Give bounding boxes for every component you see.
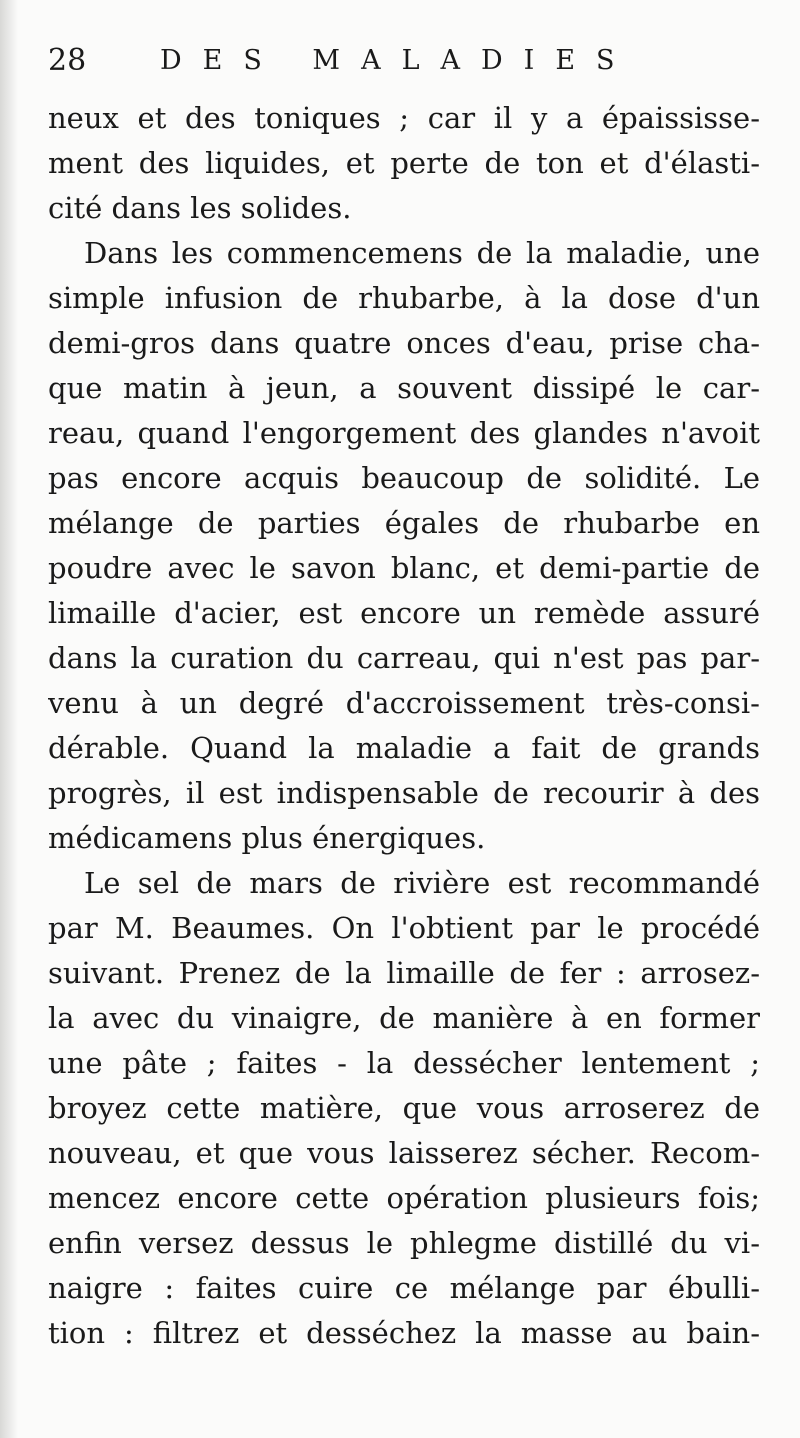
text-line: limaille d'acier, est encore un remède assuré — [48, 596, 760, 630]
text-line: reau, quand l'engorgement des glandes n'avoit — [48, 416, 760, 450]
text-line: simple infusion de rhubarbe, à la dose d'un — [48, 281, 760, 315]
body-text — [48, 96, 760, 1356]
text-line: poudre avec le savon blanc, et demi-partie de — [48, 551, 760, 585]
text-line: nouveau, et que vous laisserez sécher. Recom- — [48, 1136, 760, 1170]
text-line: progrès, il est indispensable de recourir à des — [48, 776, 760, 810]
text-line: naigre : faites cuire ce mélange par ébulli- — [48, 1271, 760, 1305]
text-line: dans la curation du carreau, qui n'est pas par- — [48, 641, 760, 675]
text-line: pas encore acquis beaucoup de solidité. Le — [48, 461, 760, 495]
text-line: mélange de parties égales de rhubarbe en — [48, 506, 760, 540]
text-line: enfin versez dessus le phlegme distillé du vi- — [48, 1226, 760, 1260]
running-title: DES MALADIES — [160, 45, 636, 76]
text-line: broyez cette matière, que vous arroserez de — [48, 1091, 760, 1125]
text-line: mencez encore cette opération plusieurs fois; — [48, 1181, 760, 1215]
text-line: Le sel de mars de rivière est recommandé — [84, 866, 760, 900]
text-line: une pâte ; faites - la dessécher lentement ; — [48, 1046, 760, 1080]
text-line: Dans les commencemens de la maladie, une — [84, 236, 760, 270]
text-line: la avec du vinaigre, de manière à en former — [48, 1001, 760, 1035]
text-line: ment des liquides, et perte de ton et d'élasti- — [48, 146, 760, 180]
text-line: tion : filtrez et desséchez la masse au bain- — [48, 1316, 760, 1350]
text-line: dérable. Quand la maladie a fait de grands — [48, 731, 760, 765]
page-number: 28 — [48, 43, 87, 78]
text-line: suivant. Prenez de la limaille de fer : arrosez- — [48, 956, 760, 990]
text-line: cité dans les solides. — [48, 191, 352, 225]
page-header — [48, 36, 758, 86]
text-line: que matin à jeun, a souvent dissipé le car- — [48, 371, 760, 405]
text-line: médicamens plus énergiques. — [48, 821, 486, 855]
text-line: par M. Beaumes. On l'obtient par le procédé — [48, 911, 760, 945]
text-line: demi-gros dans quatre onces d'eau, prise cha- — [48, 326, 760, 360]
page-gutter-shadow — [0, 0, 18, 1438]
text-line: venu à un degré d'accroissement très-consi- — [48, 686, 760, 720]
text-line: neux et des toniques ; car il y a épaississe- — [48, 101, 760, 135]
